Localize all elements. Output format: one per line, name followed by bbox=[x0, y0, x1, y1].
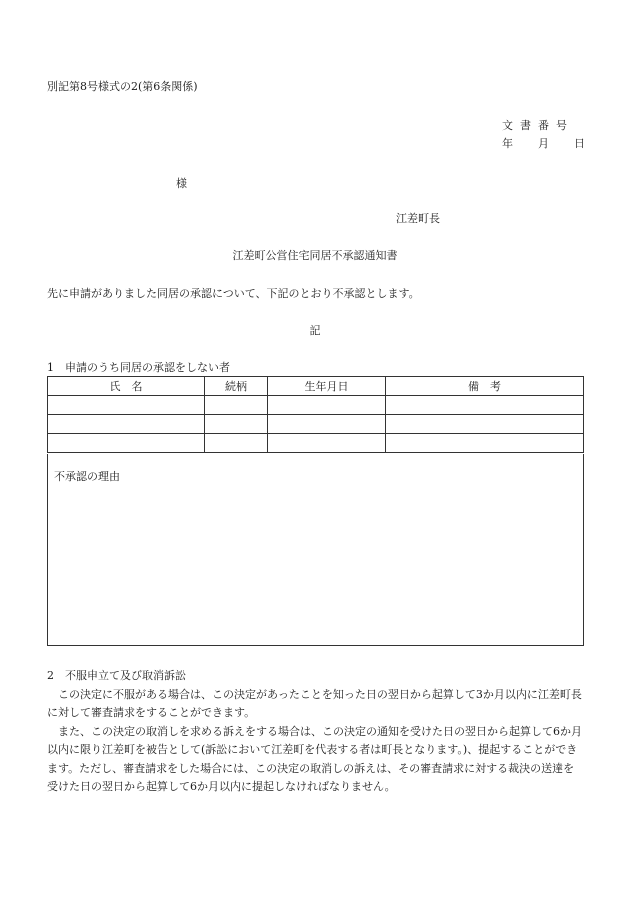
header-remarks: 備 考 bbox=[386, 377, 584, 396]
section2 bbox=[47, 667, 585, 797]
reason-box bbox=[47, 454, 584, 646]
header-relation: 続柄 bbox=[205, 377, 268, 396]
header-birthdate: 生年月日 bbox=[268, 377, 386, 396]
date-line bbox=[502, 137, 585, 151]
table-cell bbox=[205, 396, 268, 415]
section2-paragraph-2: また、この決定の取消しを求める訴えをする場合は、この決定の通知を受けた日の翌日から起算して6か月以内に限り江差町を被告として(訴訟において江差町を代表する者は町長となります。)、提起することができます。ただし、審査請求をした場合には、この決定の取消しの訴えは、その審査請求に対する裁決の送達を受けた日の翌日から起算して6か月以内に提起しなければなりません。 bbox=[47, 724, 582, 793]
table-row bbox=[48, 396, 584, 415]
header-name: 氏 名 bbox=[48, 377, 205, 396]
sender-name: 江差町長 bbox=[396, 212, 440, 225]
date-year: 年 bbox=[502, 137, 513, 150]
ki-heading: 記 bbox=[309, 324, 321, 337]
table-row bbox=[48, 415, 584, 434]
date-day: 日 bbox=[574, 137, 585, 150]
table-cell bbox=[386, 434, 584, 453]
table-row bbox=[48, 434, 584, 453]
document-number-label: 文書番号 bbox=[502, 119, 574, 132]
table-cell bbox=[268, 434, 386, 453]
table-cell bbox=[268, 415, 386, 434]
reason-label: 不承認の理由 bbox=[54, 470, 120, 483]
table-cell bbox=[386, 415, 584, 434]
recipient-suffix: 様 bbox=[176, 177, 187, 190]
form-identifier: 別記第8号様式の2(第6条関係) bbox=[47, 80, 198, 93]
section2-title: 2 不服申立て及び取消訴訟 bbox=[47, 669, 186, 682]
persons-table bbox=[47, 376, 584, 453]
section2-paragraph-1: この決定に不服がある場合は、この決定があったことを知った日の翌日から起算して3か月以内に江差町長に対して審査請求をすることができます。 bbox=[47, 687, 582, 719]
table-cell bbox=[205, 415, 268, 434]
table-cell bbox=[386, 396, 584, 415]
intro-text: 先に申請がありました同居の承認について、下記のとおり不承認とします。 bbox=[47, 287, 420, 300]
table-cell bbox=[48, 415, 205, 434]
section1-title: 1 申請のうち同居の承認をしない者 bbox=[47, 361, 230, 374]
table-cell bbox=[205, 434, 268, 453]
table-cell bbox=[268, 396, 386, 415]
document-title: 江差町公営住宅同居不承認通知書 bbox=[232, 249, 398, 262]
table-header-row bbox=[48, 377, 584, 396]
table-cell bbox=[48, 434, 205, 453]
table-cell bbox=[48, 396, 205, 415]
date-month: 月 bbox=[538, 137, 549, 150]
